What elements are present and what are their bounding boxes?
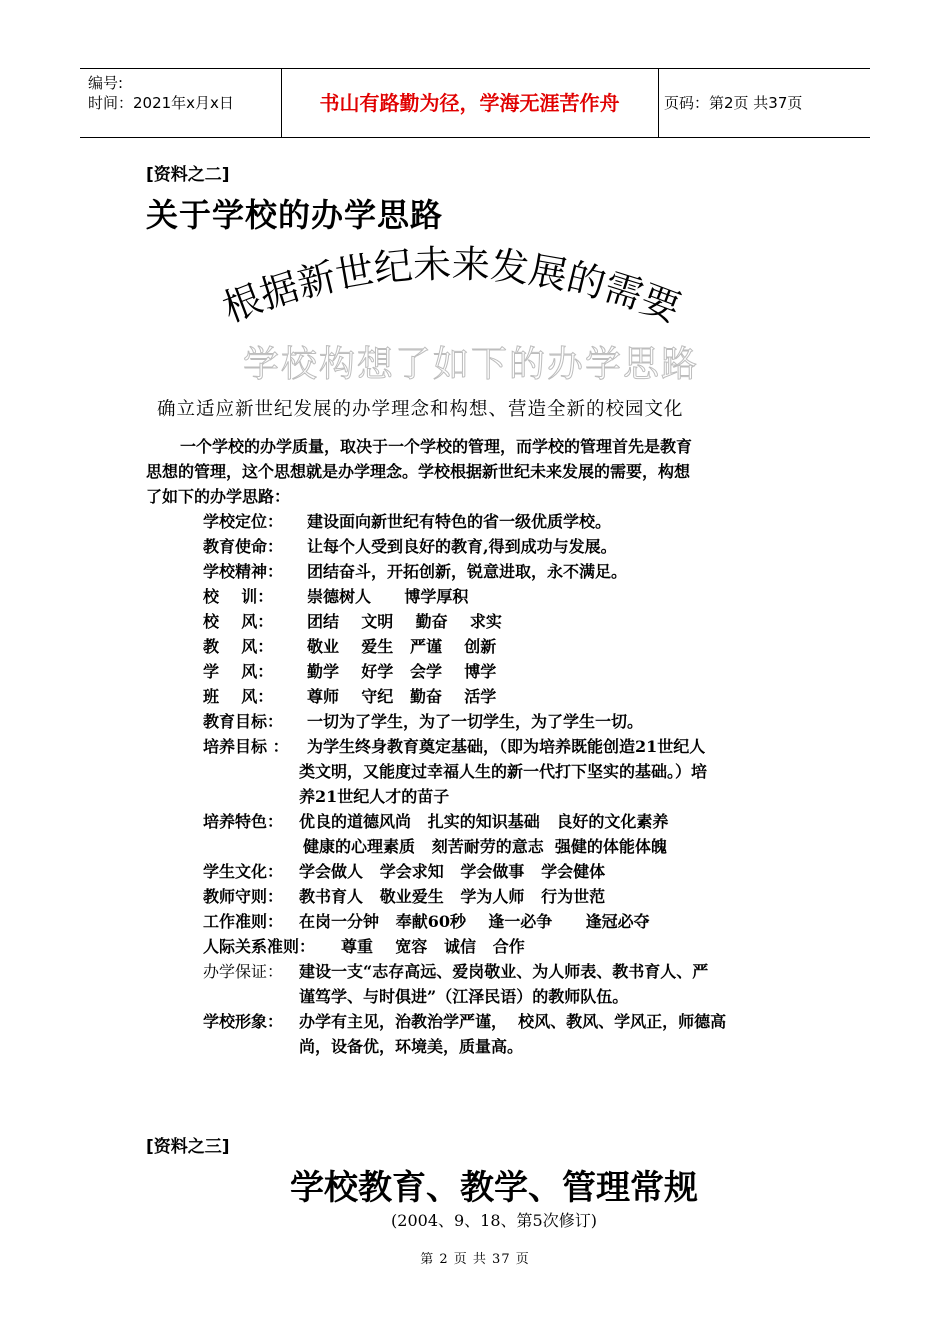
motto: 书山有路勤为径，学海无涯苦作舟 <box>319 91 620 115</box>
item-value: 建设面向新世纪有特色的省一级优质学校。 <box>307 512 612 531</box>
item-value: 办学有主见，治教治学严谨， 校风、教风、学风正，师德高 <box>299 1012 727 1031</box>
item-value: 为学生终身教育奠定基础，（即为培养既能创造21世纪人 <box>307 737 706 756</box>
arc-line <box>217 242 686 331</box>
item-value: 勤学 好学 会学 博学 <box>307 662 497 681</box>
list-item <box>203 534 617 559</box>
item-value: 尊师 守纪 勤奋 活学 <box>307 687 497 706</box>
page-info: 页码：第2页 共37页 <box>664 94 803 112</box>
list-item-continuation <box>303 834 667 859</box>
item-value-line2: 类文明，又能度过幸福人生的新一代打下坚实的基础。）培 <box>299 762 708 781</box>
item-label: 人际关系准则： <box>203 937 316 956</box>
item-label: 培养特色： <box>203 812 284 831</box>
number-label: 编号: <box>88 74 124 92</box>
arc-line-path: 根据新世纪未来发展的需要 <box>216 241 686 331</box>
list-item <box>203 959 708 984</box>
arc-wordart <box>180 232 740 342</box>
item-label: 培养目标 ： <box>203 737 289 756</box>
list-item-continuation <box>299 1034 523 1059</box>
item-label: 校 训： <box>203 587 274 606</box>
list-item-continuation <box>299 759 707 784</box>
list-item-continuation <box>299 784 449 809</box>
list-item <box>203 609 502 634</box>
item-value: 团结 文明 勤奋 求实 <box>307 612 502 631</box>
item-value: 尊重 宽容 诚信 合作 <box>341 937 525 956</box>
list-item <box>203 559 627 584</box>
list-item <box>203 1009 726 1034</box>
item-label: 学校形象： <box>203 1012 284 1031</box>
item-label: 班 风： <box>203 687 274 706</box>
item-label: 教师守则： <box>203 887 284 906</box>
item-label: 学校定位： <box>203 512 284 531</box>
item-value: 团结奋斗，开拓创新，锐意进取，永不满足。 <box>307 562 628 581</box>
list-item <box>203 884 605 909</box>
header-page-cell <box>658 69 870 137</box>
item-value: 崇德树人 博学厚积 <box>307 587 469 606</box>
list-item-continuation <box>299 984 628 1009</box>
item-value: 学会做人 学会求知 学会做事 学会健体 <box>299 862 606 881</box>
section2-title: 关于学校的办学思路 <box>146 196 444 234</box>
list-item <box>203 684 496 709</box>
intro-line-1: 一个学校的办学质量，取决于一个学校的管理，而学校的管理首先是教育 <box>180 437 693 456</box>
item-label: 工作准则： <box>203 912 284 931</box>
page-footer: 第 2 页 共 37 页 <box>420 1252 530 1267</box>
item-label: 教育使命： <box>203 537 284 556</box>
list-item <box>203 634 496 659</box>
item-value: 在岗一分钟 奉献60秒 逢一必争 逢冠必夺 <box>299 912 650 931</box>
intro-line-2: 思想的管理，这个思想就是办学理念。学校根据新世纪未来发展的需要，构想 <box>146 462 691 481</box>
section3-tag: [资料之三] <box>146 1137 230 1157</box>
item-label: 教育目标： <box>203 712 284 731</box>
item-value-line2: 健康的心理素质 刻苦耐劳的意志 强健的体能体魄 <box>303 837 667 856</box>
item-label: 学生文化： <box>203 862 284 881</box>
list-item <box>203 734 705 759</box>
item-value-line3: 养21世纪人才的苗子 <box>299 787 450 806</box>
list-item <box>203 709 643 734</box>
item-label: 教 风： <box>203 637 274 656</box>
item-label: 办学保证： <box>203 962 284 981</box>
item-value: 建设一支“志存高远、爱岗敬业、为人师表、教书育人、严 <box>299 962 709 981</box>
item-value: 让每个人受到良好的教育,得到成功与发展。 <box>307 537 617 556</box>
item-value-line2: 尚，设备优，环境美，质量高。 <box>299 1037 524 1056</box>
list-item <box>203 909 650 934</box>
item-value: 敬业 爱生 严谨 创新 <box>307 637 497 656</box>
list-item <box>203 809 668 834</box>
header-table <box>80 68 870 138</box>
item-value: 一切为了学生，为了一切学生，为了学生一切。 <box>307 712 644 731</box>
item-label: 校 风： <box>203 612 274 631</box>
item-value: 教书育人 敬业爱生 学为人师 行为世范 <box>299 887 606 906</box>
list-item <box>203 934 525 959</box>
section3-title: 学校教育、教学、管理常规 <box>290 1168 698 1208</box>
intro-line-3: 了如下的办学思路： <box>146 487 291 506</box>
item-value-line2: 谨笃学、与时俱进”（江泽民语）的教师队伍。 <box>299 987 629 1006</box>
section3-subtitle: (2004、9、18、第5次修订) <box>391 1211 597 1230</box>
section2-tag: [资料之二] <box>146 165 230 185</box>
list-item <box>203 509 611 534</box>
list-item <box>203 659 496 684</box>
section2-subtitle: 确立适应新世纪发展的办学理念和构想、营造全新的校园文化 <box>157 399 684 420</box>
header-meta-cell <box>80 69 282 137</box>
item-label: 学校精神： <box>203 562 284 581</box>
item-value: 优良的道德风尚 扎实的知识基础 良好的文化素养 <box>299 812 669 831</box>
item-label: 学 风： <box>203 662 274 681</box>
header-motto-cell <box>281 69 659 137</box>
outline-line: 学校构想了如下的办学思路 <box>243 344 700 385</box>
time-label: 时间：2021年x月x日 <box>88 94 234 112</box>
list-item <box>203 584 468 609</box>
list-item <box>203 859 605 884</box>
